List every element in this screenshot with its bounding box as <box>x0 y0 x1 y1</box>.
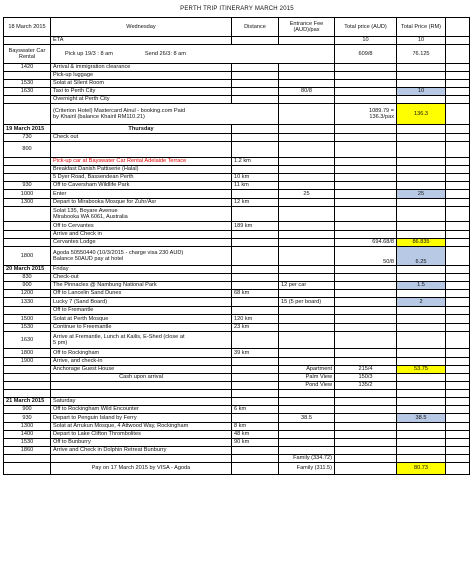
header-date: 18 March 2015 <box>4 18 51 37</box>
table-row: Off to Cervantes 189 km <box>4 222 470 231</box>
table-row: 930 Depart to Penguin Island by Ferry 38.5 38.5 <box>4 414 470 423</box>
table-row: 1530 Continue to Freemantle 23 km <box>4 324 470 332</box>
header-total-aud: Total price (AUD) <box>335 18 397 37</box>
table-row: 800 <box>4 142 470 158</box>
header-day: Wednesday <box>51 18 232 37</box>
table-row: Pick-up luggage <box>4 72 470 80</box>
table-row: 930 Off to Caversham Wildlife Park 11 km <box>4 182 470 190</box>
header-entrance-fee: Entrance Fee (AUD)/pax <box>279 18 335 37</box>
table-row: 1000 Enter 25 25 <box>4 190 470 199</box>
table-row: 19 March 2015 Thursday <box>4 125 470 134</box>
table-row: Breakfast Danish Pattiserie (Halal) <box>4 166 470 174</box>
table-row: Cash upon arrival Palm View 150/3 <box>4 374 470 382</box>
table-row: 900 The Pinnacles @ Nambung National Park 12 per car 1.5 <box>4 282 470 290</box>
table-row: 900 Off to Rockingham Wild Encounter 6 km <box>4 406 470 414</box>
table-row: 1420 Arrival & immigration clearance <box>4 64 470 72</box>
table-row: Off to Fremantle <box>4 307 470 315</box>
table-row <box>4 390 470 398</box>
table-row: (Criterion Hotel) Mastercard Ainul - booking.com Paid by Khairil (balance Khairil RM110.21) 1089.79 = 136.3/pax 136.3 <box>4 104 470 125</box>
header-distance: Distance <box>232 18 279 37</box>
table-row: Solat 135, Boyare Avenue Mirabooka WA 6061, Australia <box>4 207 470 222</box>
page-title: PERTH TRIP ITINERARY MARCH 2015 <box>180 6 294 12</box>
table-row: 20 March 2015 Friday <box>4 266 470 274</box>
table-row: Cervantes Lodge 694.68/8 86.835 <box>4 239 470 247</box>
table-header <box>4 18 470 37</box>
table-row: 1800 Agoda 50550440 (10/3/2015 - charge visa 230 AUD) Balance 50AUD pay at hotel 50/8 6.25 <box>4 247 470 266</box>
table-row: 1200 Off to Lancelin Sand Dunes 68 km <box>4 290 470 298</box>
table-row: 830 Check-out <box>4 274 470 282</box>
table-row: 1530 Off to Bunburry 90 km <box>4 439 470 447</box>
table-row: 1300 Depart to Mirabooka Mosque for Zuhr/Asr 12 km <box>4 199 470 207</box>
table-row: Family (334.72) <box>4 455 470 463</box>
table-row: Pay on 17 March 2015 by VISA - Agoda Family (311.5) 80.73 <box>4 463 470 475</box>
table-row: Pond View 135/2 <box>4 382 470 390</box>
table-row: 1630 Arrive at Fremantle, Lunch at Kailis, E-Shed (close at 5 pm) <box>4 332 470 349</box>
table-row: 1860 Arrive and Check in Dolphin Retreat Bunburry <box>4 447 470 455</box>
table-row: 5 Dyer Road, Bassendean Perth 10 km <box>4 174 470 182</box>
table-row: 1330 Lucky 7 (Sand Board) 15 (5 per board) 2 <box>4 298 470 307</box>
table-row: Overnight at Perth City <box>4 96 470 104</box>
table-row: Anchorage Guest House Apartment 215/4 53.75 <box>4 366 470 374</box>
table-row: 1400 Depart to Lake Clifton Thrombolites 48 km <box>4 431 470 439</box>
table-row: Arrive and Check in <box>4 231 470 239</box>
table-row: 1530 Solat at Silent Room <box>4 80 470 88</box>
table-row: 1500 Solat at Perth Mosque 120 km <box>4 315 470 324</box>
table-row: 1900 Arrive, and check-in <box>4 358 470 366</box>
table-row: 1800 Off to Rockingham 39 km <box>4 349 470 358</box>
table-row: Bayswater Car Rental Pick up 19/3 : 8 am Send 26/3: 8 am 609/8 76.125 <box>4 45 470 64</box>
itinerary-table <box>3 17 470 475</box>
table-row: 1300 Solat at Arrukun Mosque, 4 Attwood Way, Rockingham 8 km <box>4 423 470 431</box>
table-row: 730 Check out <box>4 134 470 142</box>
table-row: ETA 10 10 <box>4 37 470 45</box>
table-row: 21 March 2015 Saturday <box>4 398 470 406</box>
table-row: Pick-up car at Bayswater Car Rental Adelaide Terrace 1.2 km <box>4 158 470 166</box>
table-row: 1630 Taxi to Perth City 80/8 10 <box>4 88 470 96</box>
header-total-rm: Total Price (RM) <box>397 18 446 37</box>
